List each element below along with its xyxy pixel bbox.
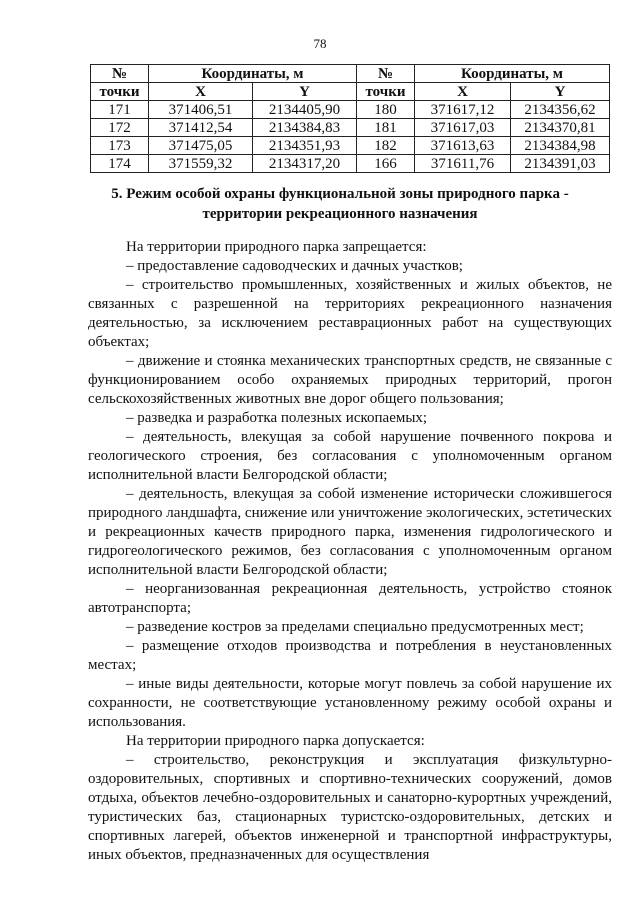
point-label-header: точки [91,83,149,101]
prohibited-intro: На территории природного парка запрещается: [126,239,427,255]
x-header: X [149,83,253,101]
x-value: 371617,03 [415,119,511,137]
list-item: – неорганизованная рекреационная деятельность, устройство стоянок автотранспорта; [88,581,612,616]
section-heading-line: 5. Режим особой охраны функциональной зоны природного парка - [111,186,569,202]
section-heading [70,184,610,224]
y-value: 2134391,03 [511,155,610,173]
allowed-intro: На территории природного парка допускается: [126,733,425,749]
table-header-row [91,65,610,83]
list-item: – строительство, реконструкция и эксплуатация физкультурно-оздоровительных, спортивных и спортивно-технических сооружений, домов отдыха, объектов лечебно-оздоровительных и санаторно-курортных учреждений, туристических баз, стационарных туристско-оздоровительных, детских и спортивных лагерей, объектов инженерной и транспортной инфраструктуры, иных объектов, предназначенных для осуществления [88,752,612,863]
list-item: – размещение отходов производства и потребления в неустановленных местах; [88,638,612,673]
point-number: 171 [91,101,149,119]
y-value: 2134370,81 [511,119,610,137]
table-row [91,119,610,137]
x-value: 371475,05 [149,137,253,155]
y-value: 2134384,98 [511,137,610,155]
y-value: 2134351,93 [253,137,357,155]
table-row [91,137,610,155]
table-subheader-row [91,83,610,101]
page-number: 78 [313,36,327,51]
list-item: – движение и стоянка механических транспортных средств, не связанные с функционированием особо охраняемых природных территорий, прогон сельскохозяйственных животных вне дорог общего пользования; [88,353,612,407]
section-heading-line: территории рекреационного назначения [202,206,478,222]
list-item: – разведка и разработка полезных ископаемых; [126,410,428,426]
point-number: 181 [357,119,415,137]
x-value: 371412,54 [149,119,253,137]
table-row [91,101,610,119]
list-item: – строительство промышленных, хозяйственных и жилых объектов, не связанных с разрешенной на территориях рекреационного назначения деятельностью, за исключением реставрационных работ на существующих объектах; [88,277,612,350]
y-value: 2134356,62 [511,101,610,119]
x-header: X [415,83,511,101]
x-value: 371406,51 [149,101,253,119]
x-value: 371559,32 [149,155,253,173]
table-row [91,155,610,173]
list-item: – разведение костров за пределами специально предусмотренных мест; [126,619,584,635]
list-item: – деятельность, влекущая за собой изменение исторически сложившегося природного ландшафта, снижение или уничтожение экологических, эстетических и рекреационных качеств природного парка, изменения гидрологического и гидрогеологического режимов, без согласования с уполномоченным органом исполнительной власти Белгородской области; [88,486,613,578]
y-value: 2134317,20 [253,155,357,173]
coordinates-header: Координаты, м [415,65,610,83]
point-number: 166 [357,155,415,173]
point-number: 173 [91,137,149,155]
point-number-header: № [91,65,149,83]
coordinates-table [90,64,610,173]
y-header: Y [511,83,610,101]
x-value: 371611,76 [415,155,511,173]
point-number-header: № [357,65,415,83]
list-item: – предоставление садоводческих и дачных участков; [126,258,463,274]
point-label-header: точки [357,83,415,101]
x-value: 371617,12 [415,101,511,119]
x-value: 371613,63 [415,137,511,155]
list-item: – деятельность, влекущая за собой нарушение почвенного покрова и геологического строения, без согласования с уполномоченным органом исполнительной власти Белгородской области; [88,429,612,483]
section-body [88,238,612,865]
y-header: Y [253,83,357,101]
y-value: 2134384,83 [253,119,357,137]
list-item: – иные виды деятельности, которые могут повлечь за собой нарушение их сохранности, не соответствующие установленному режиму особой охраны и использования. [88,676,612,730]
point-number: 182 [357,137,415,155]
point-number: 174 [91,155,149,173]
point-number: 172 [91,119,149,137]
point-number: 180 [357,101,415,119]
coordinates-header: Координаты, м [149,65,357,83]
y-value: 2134405,90 [253,101,357,119]
